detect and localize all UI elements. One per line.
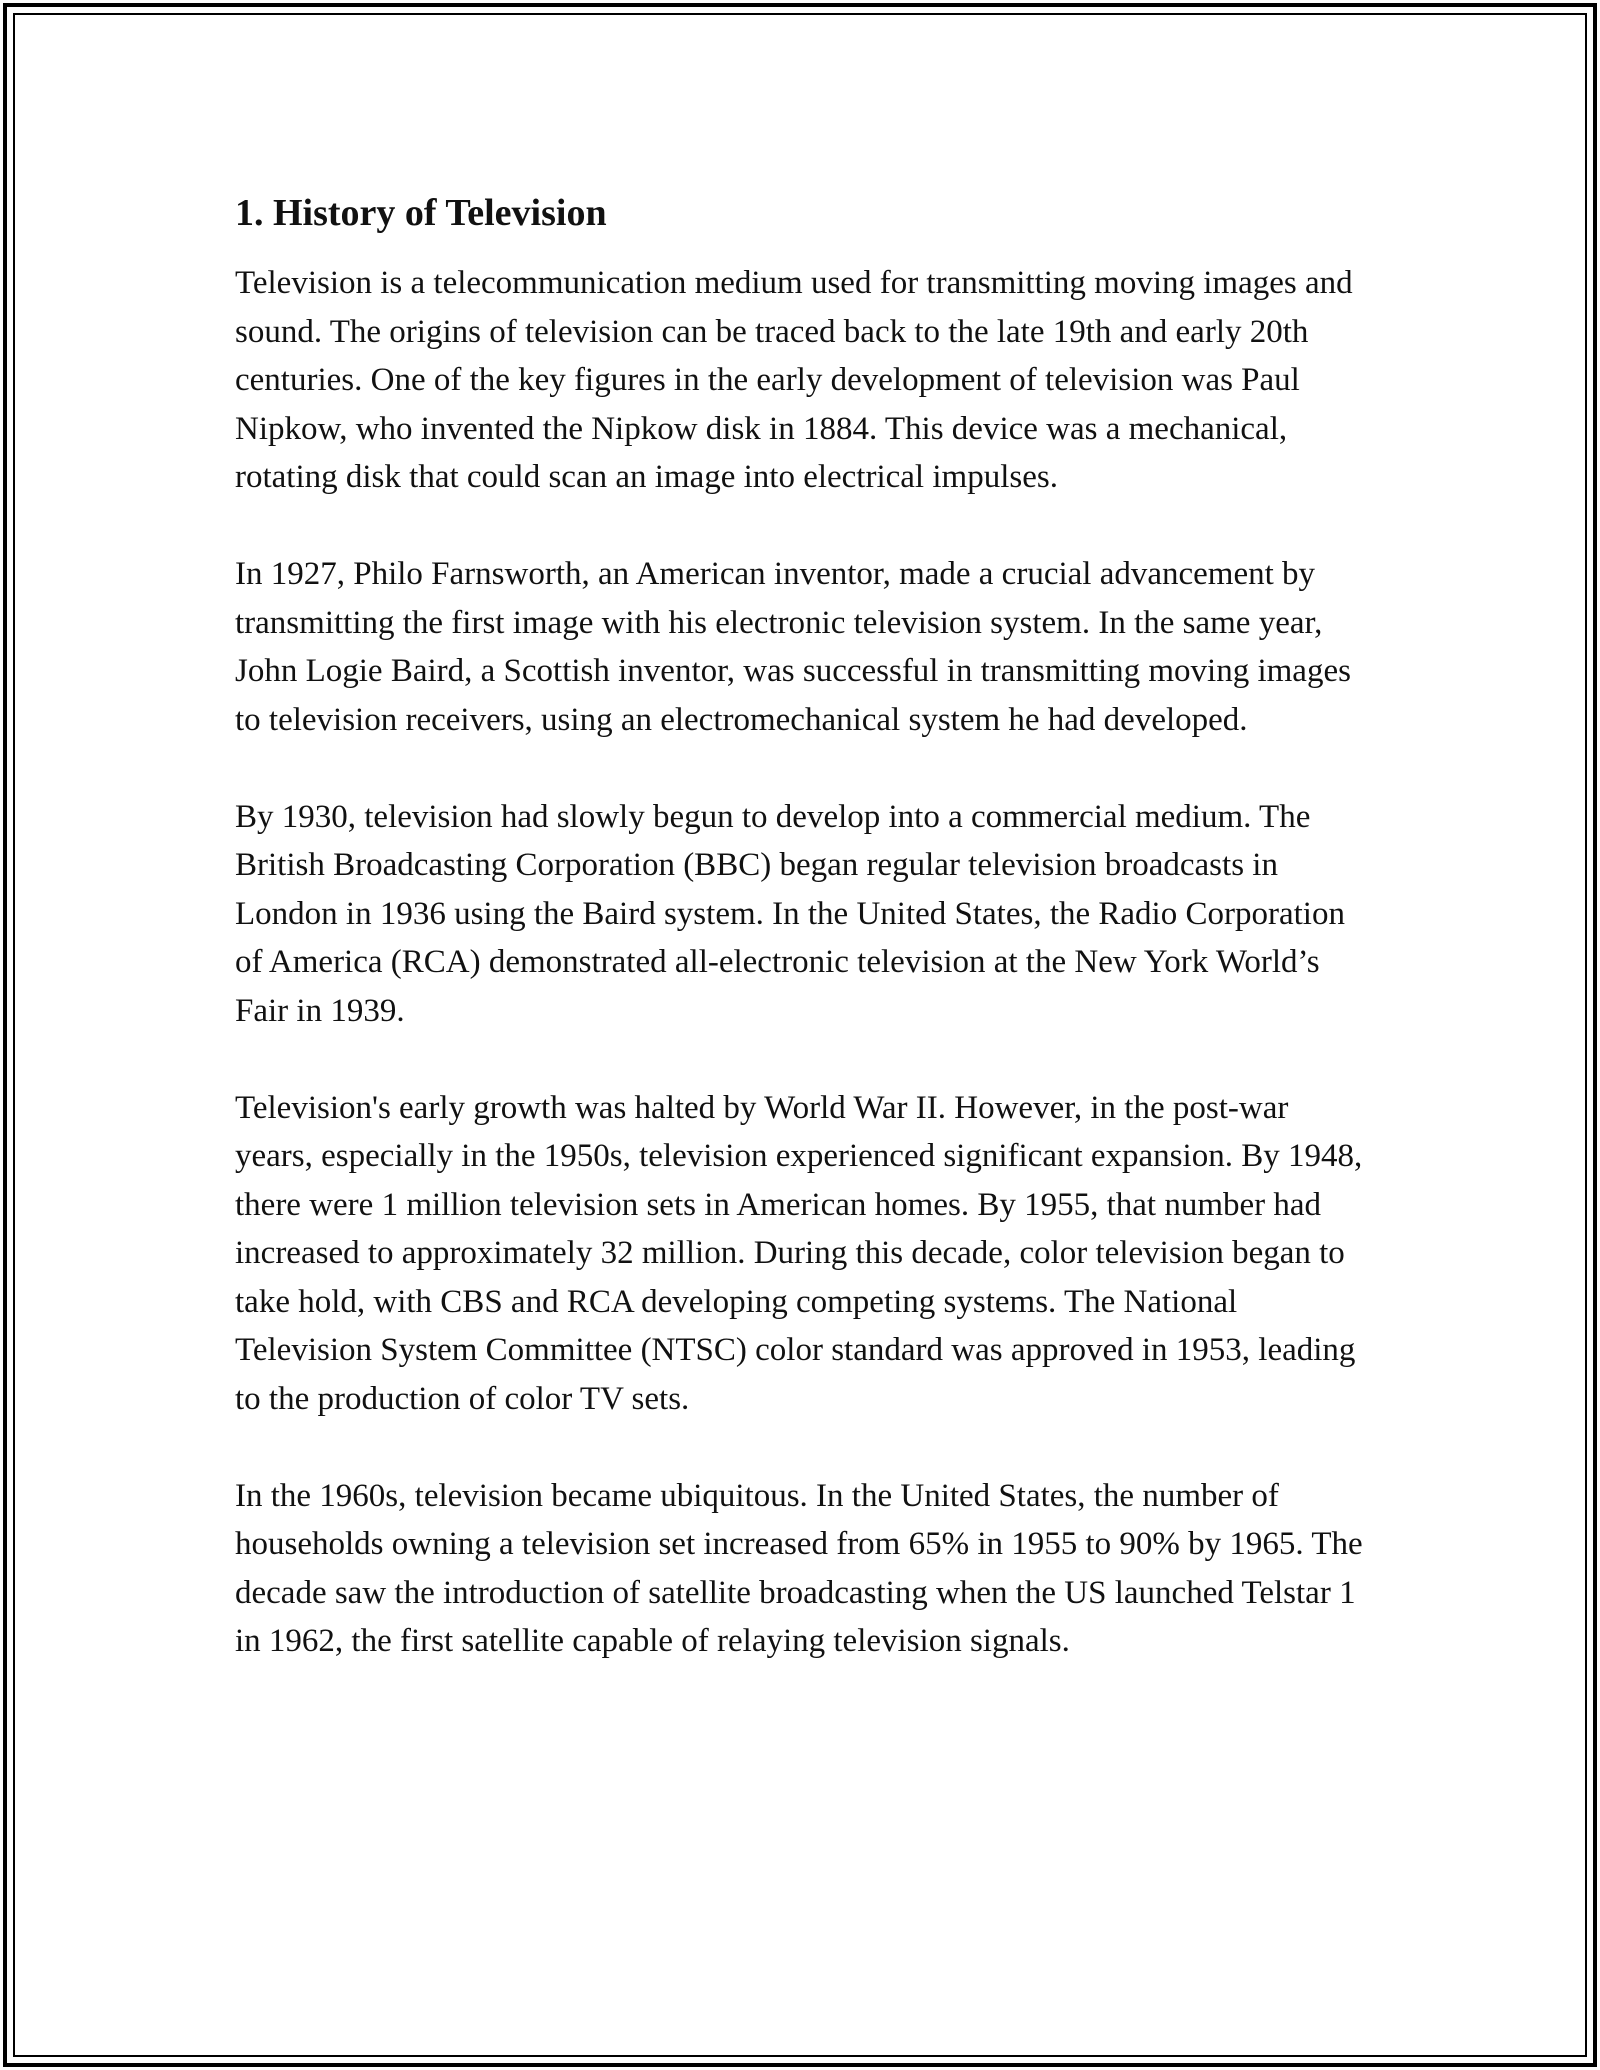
document-body: [235, 185, 1370, 1714]
paragraph-1927: In 1927, Philo Farnsworth, an American inventor, made a crucial advancement by transmitting the first image with his electronic television system. In the same year, John Logie Baird, a Scottish inventor, was successful in transmitting moving images to television receivers, using an electromechanical system he had developed.: [235, 556, 1351, 738]
section-heading: 1. History of Television: [235, 192, 607, 234]
paragraph-postwar: Television's early growth was halted by World War II. However, in the post-war years, especially in the 1950s, television experienced significant expansion. By 1948, there were 1 million television sets in American homes. By 1955, that number had increased to approximately 32 million. During this decade, color television began to take hold, with CBS and RCA developing competing systems. The National Television System Committee (NTSC) color standard was approved in 1953, leading to the production of color TV sets.: [235, 1089, 1363, 1417]
paragraph-1930s: By 1930, television had slowly begun to develop into a commercial medium. The British Broadcasting Corporation (BBC) began regular television broadcasts in London in 1936 using the Baird system. In the United States, the Radio Corporation of America (RCA) demonstrated all-electronic television at the New York World’s Fair in 1939.: [235, 798, 1345, 1029]
paragraph-1960s: In the 1960s, television became ubiquitous. In the United States, the number of households owning a television set increased from 65% in 1955 to 90% by 1965. The decade saw the introduction of satellite broadcasting when the US launched Telstar 1 in 1962, the first satellite capable of relaying television signals.: [235, 1477, 1363, 1659]
paragraph-origins: Television is a telecommunication medium used for transmitting moving images and sound. The origins of television can be traced back to the late 19th and early 20th centuries. One of the key figures in the early development of television was Paul Nipkow, who invented the Nipkow disk in 1884. This device was a mechanical, rotating disk that could scan an image into electrical impulses.: [235, 265, 1353, 495]
